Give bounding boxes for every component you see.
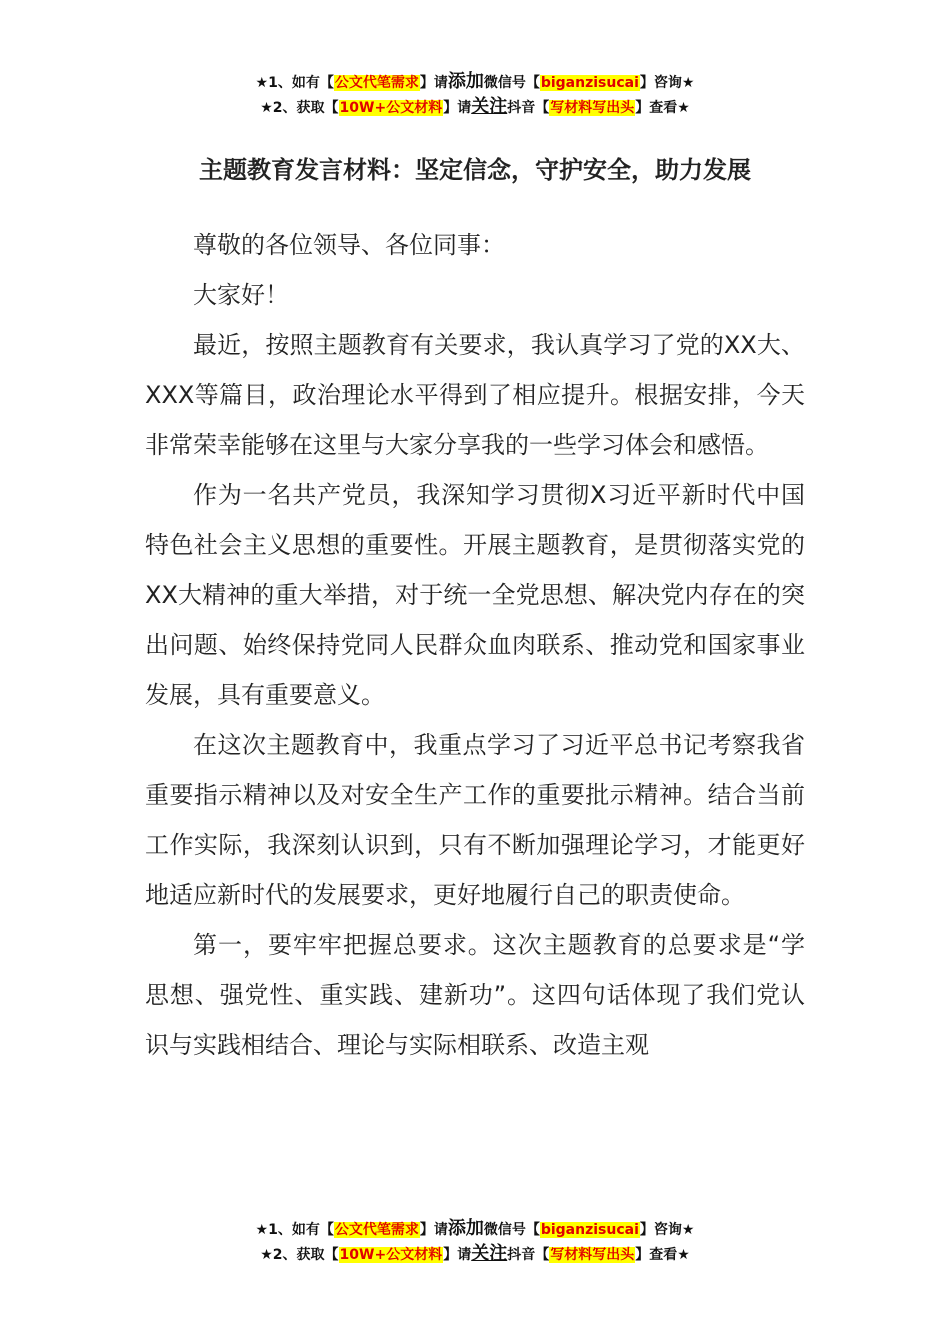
banner-text: 】请 <box>419 75 448 91</box>
star-icon: ★ <box>255 75 269 91</box>
banner-line-1 <box>0 1217 950 1242</box>
paragraph-greeting: 大家好！ <box>193 281 289 309</box>
star-icon: ★ <box>260 100 273 116</box>
star-icon: ★ <box>260 1247 273 1263</box>
banner-text: 】请 <box>443 100 472 116</box>
banner-line-2 <box>0 1242 950 1267</box>
bottom-banner <box>0 1217 950 1267</box>
highlight-wechat-id: biganzisucai <box>540 1222 639 1238</box>
highlight-wechat-id: biganzisucai <box>540 75 639 91</box>
banner-emphasis: 关注 <box>471 96 508 117</box>
highlight-douyin: 写材料写出头 <box>550 1247 635 1263</box>
banner-text: 抖音【 <box>507 100 550 116</box>
banner-emphasis: 添加 <box>447 71 484 92</box>
banner-text: 】请 <box>419 1222 448 1238</box>
banner-text: 】咨询 <box>639 1222 682 1238</box>
star-icon: ★ <box>677 100 690 116</box>
paragraph: 作为一名共产党员，我深知学习贯彻X习近平新时代中国特色社会主义思想的重要性。开展主题教育，是贯彻落实党的XX大精神的重大举措，对于统一全党思想、解决党内存在的突出问题、始终保持党同人民群众血肉联系、推动党和国家事业发展，具有重要意义。 <box>145 481 805 709</box>
paragraph: 最近，按照主题教育有关要求，我认真学习了党的XX大、XXX等篇目，政治理论水平得到了相应提升。根据安排，今天非常荣幸能够在这里与大家分享我的一些学习体会和感悟。 <box>145 331 805 459</box>
highlight-materials: 10W+公文材料 <box>339 100 443 116</box>
star-icon: ★ <box>255 1222 269 1238</box>
highlight-service: 公文代笔需求 <box>334 1222 419 1238</box>
highlight-douyin: 写材料写出头 <box>550 100 635 116</box>
paragraph-salutation: 尊敬的各位领导、各位同事： <box>193 231 505 259</box>
star-icon: ★ <box>681 75 695 91</box>
banner-text: 抖音【 <box>507 1247 550 1263</box>
banner-text: 1、如有【 <box>268 1222 334 1238</box>
document-title: 主题教育发言材料：坚定信念，守护安全，助力发展 <box>199 156 751 184</box>
banner-text: 】请 <box>443 1247 472 1263</box>
banner-emphasis: 添加 <box>447 1218 484 1239</box>
highlight-materials: 10W+公文材料 <box>339 1247 443 1263</box>
banner-text: 微信号【 <box>483 1222 540 1238</box>
banner-text: 】查看 <box>635 1247 678 1263</box>
banner-text: 】咨询 <box>639 75 682 91</box>
banner-text: 2、获取【 <box>272 1247 339 1263</box>
banner-emphasis: 关注 <box>471 1243 508 1264</box>
paragraph: 第一，要牢牢把握总要求。这次主题教育的总要求是“学思想、强党性、重实践、建新功”。这四句话体现了我们党认识与实践相结合、理论与实际相联系、改造主观 <box>145 931 805 1059</box>
star-icon: ★ <box>677 1247 690 1263</box>
banner-text: 微信号【 <box>483 75 540 91</box>
banner-text: 】查看 <box>635 100 678 116</box>
star-icon: ★ <box>681 1222 695 1238</box>
banner-line-1 <box>0 70 950 95</box>
top-banner <box>0 70 950 120</box>
highlight-service: 公文代笔需求 <box>334 75 419 91</box>
paragraph: 在这次主题教育中，我重点学习了习近平总书记考察我省重要指示精神以及对安全生产工作的重要批示精神。结合当前工作实际，我深刻认识到，只有不断加强理论学习，才能更好地适应新时代的发展要求，更好地履行自己的职责使命。 <box>145 731 805 909</box>
document-body <box>145 220 805 1070</box>
banner-line-2 <box>0 95 950 120</box>
banner-text: 1、如有【 <box>268 75 334 91</box>
banner-text: 2、获取【 <box>272 100 339 116</box>
